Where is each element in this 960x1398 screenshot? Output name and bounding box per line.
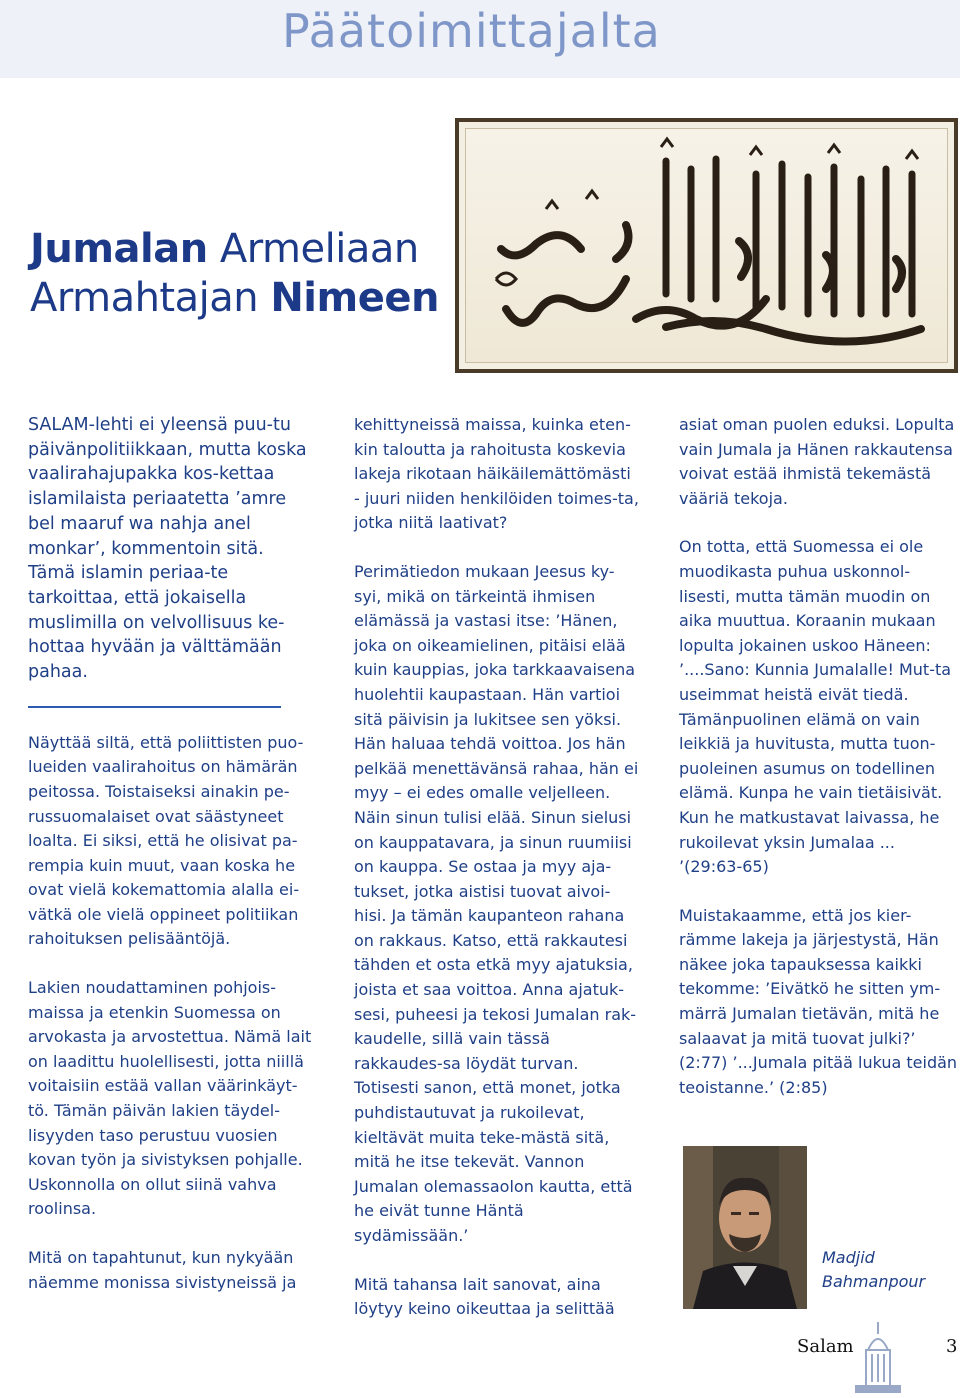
footer-magazine-name: Salam [797, 1336, 854, 1357]
text-column-1 [28, 413, 313, 1295]
lead-paragraph: SALAM-lehti ei yleensä puu-tu päivänpolitiikkaan, mutta koska vaalirahajupakka kos-kettaa islamilaista periaatetta ’amre bel maaruf wa nahja anel monkar’, kommentoin sitä. Tämä islamin periaa-te tarkoittaa, että jokaisella muslimilla on velvollisuus ke-hottaa hyvään ja välttämään pahaa. [28, 415, 307, 683]
paragraph: On totta, että Suomessa ei ole muodikasta puhua uskonnol-lisesti, mutta tämän muodin on aika muuttua. Koraanin mukaan lopulta jokainen uskoo Häneen: ’....Sano: Kunnia Jumalalle! Mut-ta useimmat heistä eivät tiedä. Tämänpuolinen elämä on vain leikkiä ja huvitusta, mutta tuon-puoleinen asumus on todellinen elämä. Kunpa he vain tietäisivät. Kun he matkustavat laivassa, he rukoilevat yksin Jumalaa ... ’(29:63-65) [679, 537, 952, 877]
portrait-photo-icon [683, 1146, 807, 1309]
headline-word-1: Jumalan [30, 226, 208, 272]
paragraph: Perimätiedon mukaan Jeesus ky-syi, mikä on tärkeintä ihmisen elämässä ja vastasi itse: ’Hänen, joka on oikeamielinen, pitäisi elää kuin kauppias, joka tarkkaavaisena huolehtii kaupastaan. Hän vartioi sitä päivisin ja lukitsee sen yöksi. Hän haluaa tehdä voittoa. Jos hän pelkää menettävänsä rahaa, hän ei myy – ei edes omalle veljelleen. Näin sinun tulisi elää. Sinun sielusi on kauppatavara, ja sinun ruumiisi on kauppa. Se ostaa ja myy aja-tukset, jotka aistisi tuovat aivoi-hisi. Ja tämän kaupanteon rahana on rakkaus. Katso, että rakkautesi tähden et osta etkä myy ajatuksia, joista et saa voittoa. Anna ajatuk-sesi, puheesi ja tekosi Jumalan rak-kaudelle, sillä vain tässä rakkaudes-sa löydät turvan. Totisesti sanon, että monet, jotka puhdistautuvat ja rukoilevat, kieltävät muita teke-mästä sitä, mitä he itse tekevät. Vannon Jumalan olemassaolon kautta, että he eivät tunne Häntä sydämissään.’ [354, 561, 639, 1245]
text-column-3 [679, 413, 960, 1100]
calligraphy-image [455, 118, 958, 373]
mosque-logo-icon [850, 1320, 906, 1394]
page-number: 3 [946, 1336, 958, 1357]
headline-word-4: Nimeen [270, 275, 439, 321]
paragraph: kehittyneissä maissa, kuinka eten-kin taloutta ja rahoitusta koskevia lakeja rikotaan häikäilemättömästi - juuri niiden henkilöiden toimes-ta, jotka niitä laativat? [354, 415, 639, 533]
section-title: Päätoimittajalta [282, 4, 661, 58]
separator-line [28, 706, 281, 708]
calligraphy-icon [466, 129, 948, 363]
paragraph: asiat oman puolen eduksi. Lopulta vain Jumala ja Hänen rakkautensa voivat estää ihmistä tekemästä vääriä tekoja. [679, 415, 955, 508]
headline-word-3: Armahtajan [30, 275, 271, 321]
text-column-2 [354, 413, 639, 1322]
author-first-name: Madjid [822, 1248, 875, 1267]
paragraph: Mitä on tapahtunut, kun nykyään näemme monissa sivistyneissä ja [28, 1248, 297, 1292]
author-caption [822, 1246, 925, 1294]
article-headline [30, 225, 439, 323]
paragraph: Lakien noudattaminen pohjois-maissa ja etenkin Suomessa on arvokasta ja arvostettua. Nämä lait on laadittu huolellisesti, jotta niillä voitaisiin estää vallan väärinkäyt-tö. Tämän päivän lakien täydel-lisyyden taso perustuu vuosien kovan työn ja sivistyksen pohjalle. Uskonnolla on ollut siinä vahva roolinsa. [28, 978, 312, 1219]
headline-word-2: Armeliaan [207, 226, 419, 272]
author-portrait [683, 1146, 807, 1309]
paragraph: Muistakaamme, että jos kier-rämme lakeja ja järjestystä, Hän näkee joka tapauksessa kaikki tekomme: ’Eivätkö he sitten ym-märrä Jumalan tietävän, mitä he salaavat ja mitä tuovat julki?’ (2:77) ’...Jumala pitää lukua teidän teoistanne.’ (2:85) [679, 905, 958, 1097]
author-last-name: Bahmanpour [822, 1272, 926, 1291]
paragraph: Mitä tahansa lait sanovat, aina löytyy keino oikeuttaa ja selittää [354, 1274, 615, 1319]
paragraph: Näyttää siltä, että poliittisten puo-lueiden vaalirahoitus on hämärän peitossa. Toistaiseksi ainakin pe-russuomalaiset ovat säästyneet loalta. Ei siksi, että he olisivat pa-rempia kuin muut, vaan koska he ovat vielä kokemattomia alalla ei-vätkä ole vielä oppineet politiikan rahoituksen pelisääntöjä. [28, 732, 304, 949]
